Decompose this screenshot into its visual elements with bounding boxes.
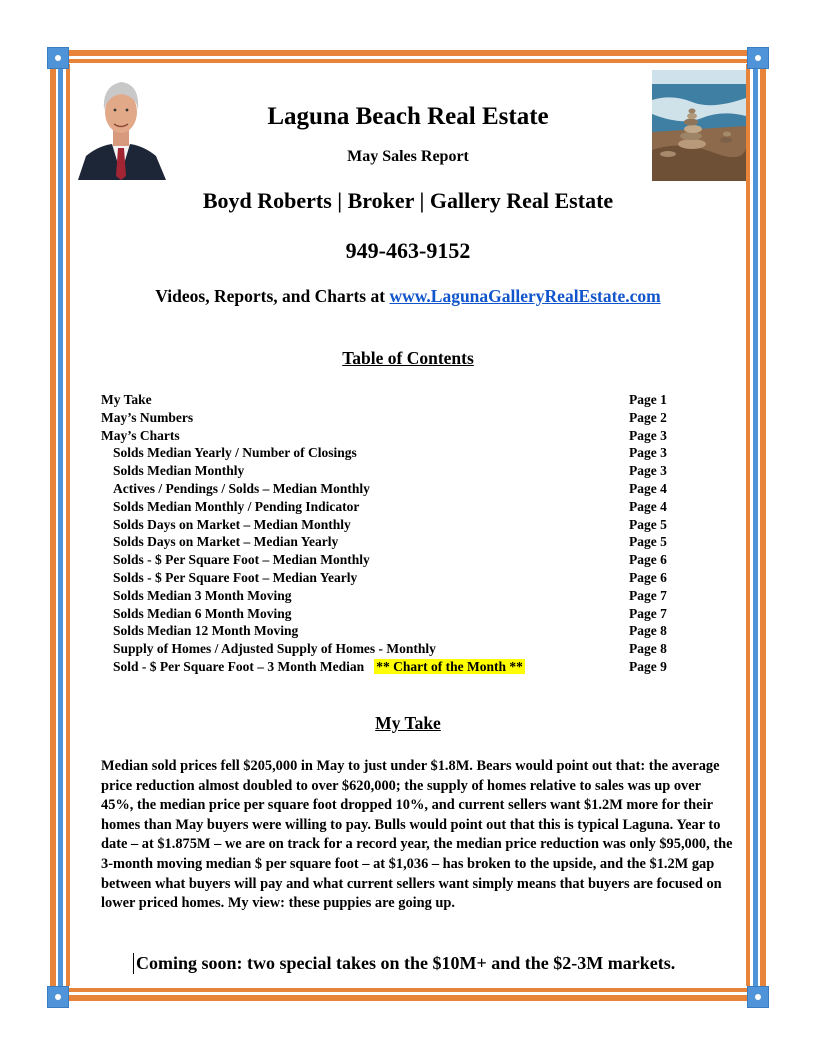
- toc-entry: [101, 462, 681, 480]
- toc-entry-page: Page 2: [629, 409, 667, 425]
- frame-corner-bottom-left: [47, 986, 69, 1008]
- toc-entry-title: Solds Median 6 Month Moving: [113, 605, 292, 621]
- my-take-heading: My Take: [375, 713, 441, 733]
- phone-number: 949-463-9152: [345, 238, 471, 263]
- toc-entry-title: Solds - $ Per Square Foot – Median Monthly: [113, 552, 370, 568]
- toc-entry-label: [113, 551, 370, 569]
- website-link[interactable]: www.LagunaGalleryRealEstate.com: [389, 286, 661, 306]
- toc-entry-page: Page 1: [629, 392, 667, 407]
- toc-entry-label: [113, 533, 338, 551]
- my-take-body: Median sold prices fell $205,000 in May to just under $1.8M. Bears would point out that: the average price reduction almost doubled to over $620,000; the supply of homes relative to sales was up over 45%, the median price per square foot dropped 10%, and current sellers want $1.2M more for their homes than May buyers were willing to pay. Bulls would point out that this is typical Laguna. Year to date – at $1.875M – we are on track for a record year, the median price reduction was only $95,000, the 3-month moving median $ per square foot – at $1,036 – has broken to the upside, and the $1.2M gap between what buyers will pay and what current sellers want simply means that buyers are focused on lower priced homes. My view: these puppies are going up.: [101, 758, 733, 912]
- toc-entry-page: Page 3: [629, 427, 667, 443]
- toc-entry-page: Page 4: [629, 498, 667, 514]
- toc-entry-title: Solds Days on Market – Median Monthly: [113, 516, 351, 532]
- toc-entry-page: Page 7: [629, 587, 667, 603]
- toc-entry-title: Solds Days on Market – Median Yearly: [113, 534, 339, 550]
- toc-entry-label: [113, 498, 359, 516]
- frame-outer-top: [56, 50, 760, 56]
- toc-entry-label: [101, 391, 152, 409]
- website-line: [0, 284, 816, 308]
- toc-entry-label: [113, 516, 351, 534]
- toc-entry-label: [113, 480, 370, 498]
- toc-entry-label: [113, 462, 244, 480]
- toc-entry-page: Page 8: [629, 641, 667, 657]
- toc-entry-page: Page 7: [629, 605, 667, 621]
- toc-entry: [101, 622, 681, 640]
- toc-entry-page: Page 6: [629, 552, 667, 568]
- toc-entry: [101, 427, 681, 445]
- toc-entry-page: Page 3: [629, 445, 667, 461]
- toc-entry-title: Solds - $ Per Square Foot – Median Yearly: [113, 570, 358, 585]
- toc-entry-page: Page 6: [629, 570, 667, 585]
- toc-entry: [101, 569, 681, 587]
- agent-line: Boyd Roberts | Broker | Gallery Real Estate: [202, 188, 614, 213]
- toc-entry-title: Solds Median 3 Month Moving: [113, 587, 292, 603]
- toc-entry-page: Page 4: [629, 481, 667, 496]
- frame-corner-bottom-right: [747, 986, 769, 1008]
- toc-entry-label: [113, 444, 357, 462]
- report-title: Laguna Beach Real Estate: [267, 103, 549, 130]
- toc-entry-page: Page 9: [629, 659, 667, 674]
- toc-heading: Table of Contents: [342, 348, 474, 368]
- website-prefix: Videos, Reports, and Charts at: [155, 286, 390, 306]
- toc-entry-page: Page 5: [629, 534, 667, 550]
- toc-entry-page: Page 8: [629, 623, 667, 639]
- text-cursor: [133, 953, 134, 974]
- toc-entry-title: May’s Charts: [101, 427, 180, 443]
- toc-entry-title: May’s Numbers: [101, 409, 194, 425]
- toc-entry: [101, 480, 681, 498]
- toc-entry-title: Solds Median Monthly: [113, 463, 245, 479]
- toc-entry: [101, 533, 681, 551]
- coming-soon-note: Coming soon: two special takes on the $10M+ and the $2-3M markets.: [136, 953, 676, 973]
- toc-entry-title: Solds Median Yearly / Number of Closings: [113, 445, 357, 461]
- toc-entry-title: My Take: [101, 392, 152, 407]
- frame-outer-bottom: [56, 995, 760, 1001]
- frame-corner-top-right: [747, 47, 769, 69]
- frame-corner-top-left: [47, 47, 69, 69]
- report-subtitle: May Sales Report: [347, 148, 469, 165]
- toc-entry: [101, 498, 681, 516]
- toc-entry: [101, 444, 681, 462]
- toc-entry-label: [113, 658, 525, 676]
- toc-entry-title: Actives / Pendings / Solds – Median Monthly: [113, 481, 370, 496]
- toc-entry-label: [113, 587, 292, 605]
- toc-entry: [101, 640, 681, 658]
- toc-entry-label: [113, 605, 292, 623]
- frame-inner-top: [64, 59, 752, 63]
- toc-entry-title: Solds Median Monthly / Pending Indicator: [113, 498, 360, 514]
- toc-entry: [101, 551, 681, 569]
- toc-entry-label: [113, 569, 357, 587]
- frame-inner-bottom: [64, 988, 752, 992]
- toc-entry: [101, 391, 681, 409]
- toc-entry-title: Supply of Homes / Adjusted Supply of Homes - Monthly: [113, 641, 436, 657]
- toc-entry-title: Sold - $ Per Square Foot – 3 Month Median: [113, 659, 365, 674]
- toc-entry-label: [113, 640, 436, 658]
- toc-entry: [101, 516, 681, 534]
- toc-entry: [101, 605, 681, 623]
- toc-entry-page: Page 5: [629, 516, 667, 532]
- toc-entry-label: [113, 622, 298, 640]
- toc-entry: [101, 658, 681, 676]
- toc-entry-title: Solds Median 12 Month Moving: [113, 623, 299, 639]
- toc-entry-label: [101, 409, 193, 427]
- toc-entry-label: [101, 427, 180, 445]
- chart-of-the-month-highlight: ** Chart of the Month **: [376, 659, 523, 674]
- toc-entry: [101, 409, 681, 427]
- toc-entry-page: Page 3: [629, 463, 667, 479]
- toc-entry: [101, 587, 681, 605]
